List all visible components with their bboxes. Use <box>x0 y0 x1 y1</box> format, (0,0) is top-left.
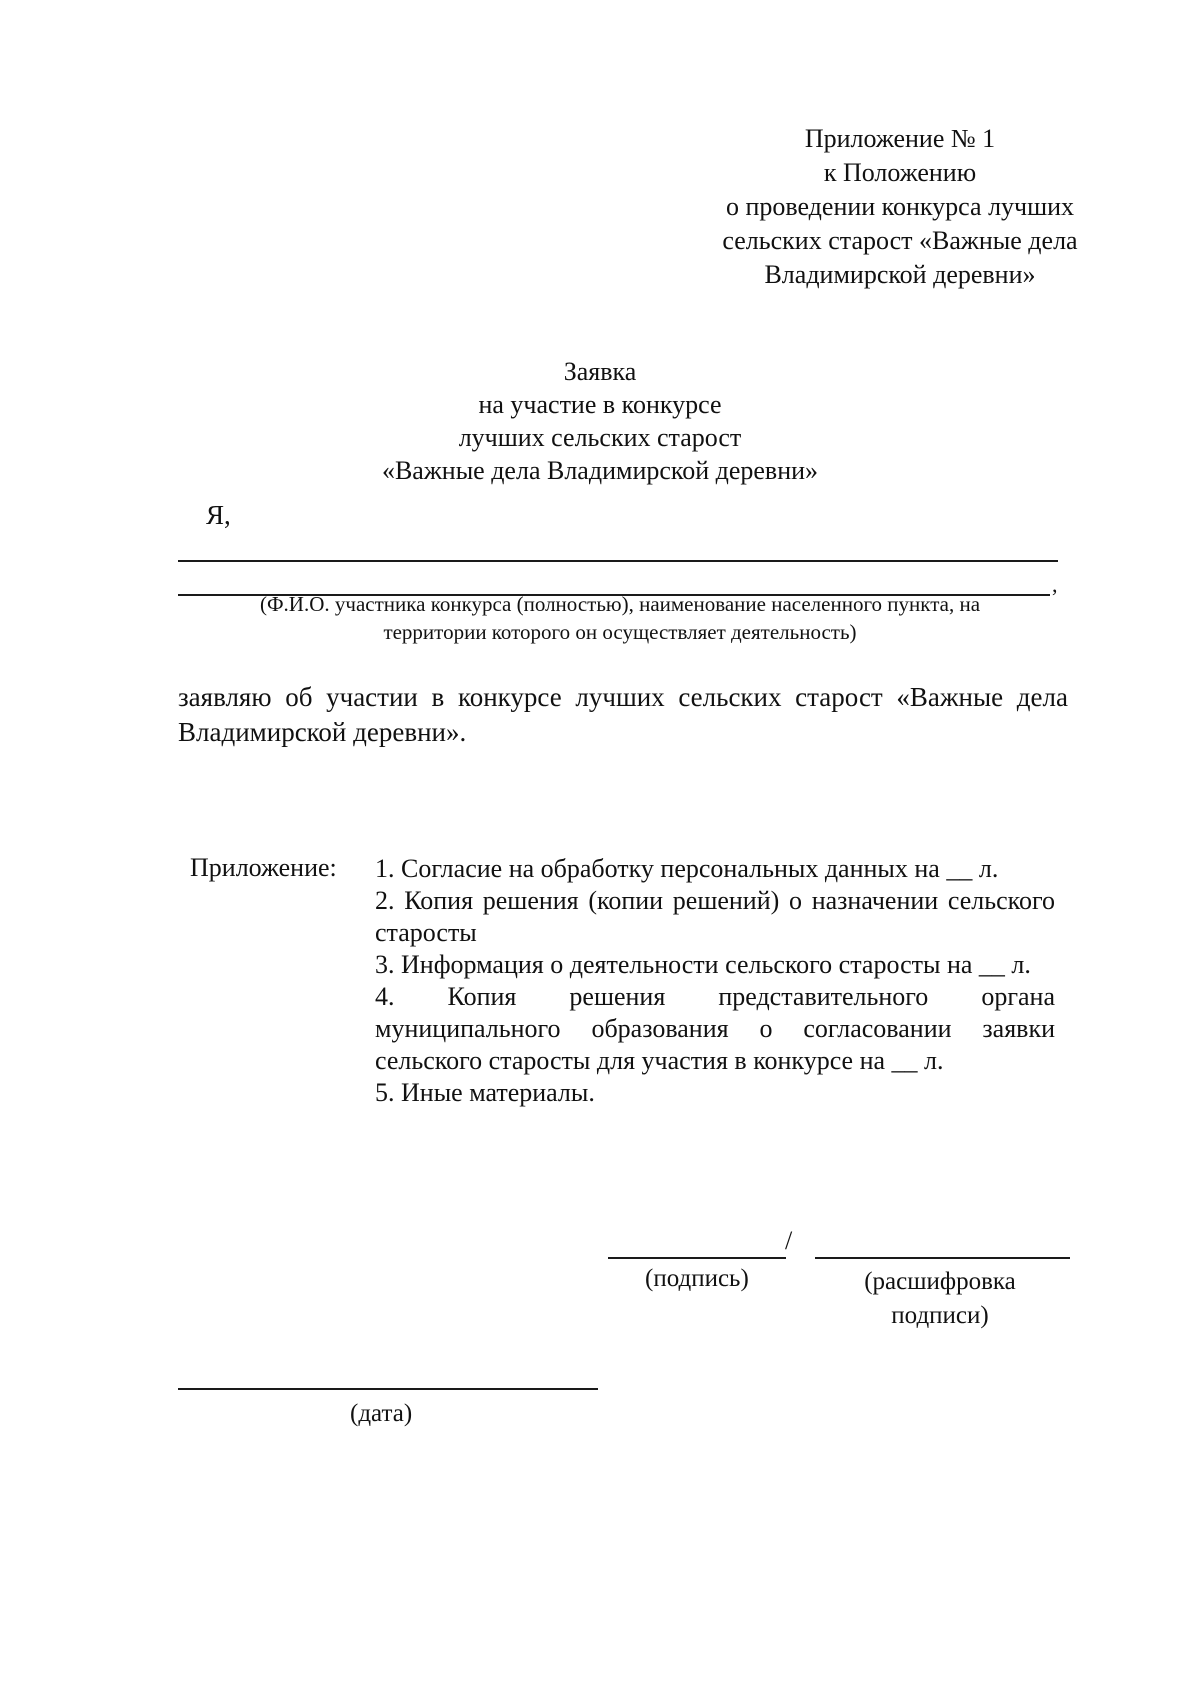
fio-caption-line-1: (Ф.И.О. участника конкурса (полностью), наименование населенного пункта, на <box>259 592 981 616</box>
decode-caption-line-2: подписи) <box>891 1302 989 1329</box>
appendix-line-1: Приложение № 1 <box>804 124 996 153</box>
applicant-prefix: Я, <box>206 500 231 530</box>
decode-caption-line-1: (расшифровка <box>864 1268 1016 1295</box>
signature-line[interactable] <box>608 1257 786 1259</box>
signature-caption: (подпись) <box>645 1265 749 1292</box>
appendix-reference <box>700 122 1100 292</box>
attachment-item-2: 2. Копия решения (копии решений) о назначении сельского старосты <box>375 886 1055 947</box>
title-line-1: Заявка <box>563 357 637 386</box>
appendix-line-4: сельских старост «Важные дела <box>722 226 1078 255</box>
signature-decode-line[interactable] <box>815 1257 1070 1259</box>
signature-separator: / <box>785 1226 793 1255</box>
fio-caption <box>180 590 1060 646</box>
attachment-item-1: 1. Согласие на обработку персональных данных на __ л. <box>375 854 999 883</box>
attachments-label: Приложение: <box>190 853 337 882</box>
appendix-line-2: к Положению <box>823 158 977 187</box>
date-line[interactable] <box>178 1388 598 1390</box>
attachment-item-5: 5. Иные материалы. <box>375 1078 595 1107</box>
title-line-3: лучших сельских старост <box>458 423 742 452</box>
fill-line-1[interactable] <box>178 560 1058 562</box>
document-title <box>300 355 900 487</box>
fio-caption-line-2: территории которого он осуществляет деятельность) <box>383 620 857 644</box>
attachment-item-4: 4. Копия решения представительного органа муниципального образования о согласовании заявки сельского старосты для участия в конкурсе на __ л. <box>375 982 1055 1075</box>
fill-line-comma: , <box>1052 572 1058 597</box>
appendix-line-5: Владимирской деревни» <box>764 260 1036 289</box>
date-caption: (дата) <box>350 1400 413 1427</box>
statement-text: заявляю об участии в конкурсе лучших сельских старост «Важные дела Владимирской деревни». <box>178 682 1068 747</box>
title-line-4: «Важные дела Владимирской деревни» <box>381 456 819 485</box>
signature-decode-caption <box>840 1265 1040 1333</box>
attachment-item-3: 3. Информация о деятельности сельского старосты на __ л. <box>375 950 1031 979</box>
attachments-list <box>375 853 1055 1109</box>
title-line-2: на участие в конкурсе <box>478 390 722 419</box>
appendix-line-3: о проведении конкурса лучших <box>725 192 1075 221</box>
